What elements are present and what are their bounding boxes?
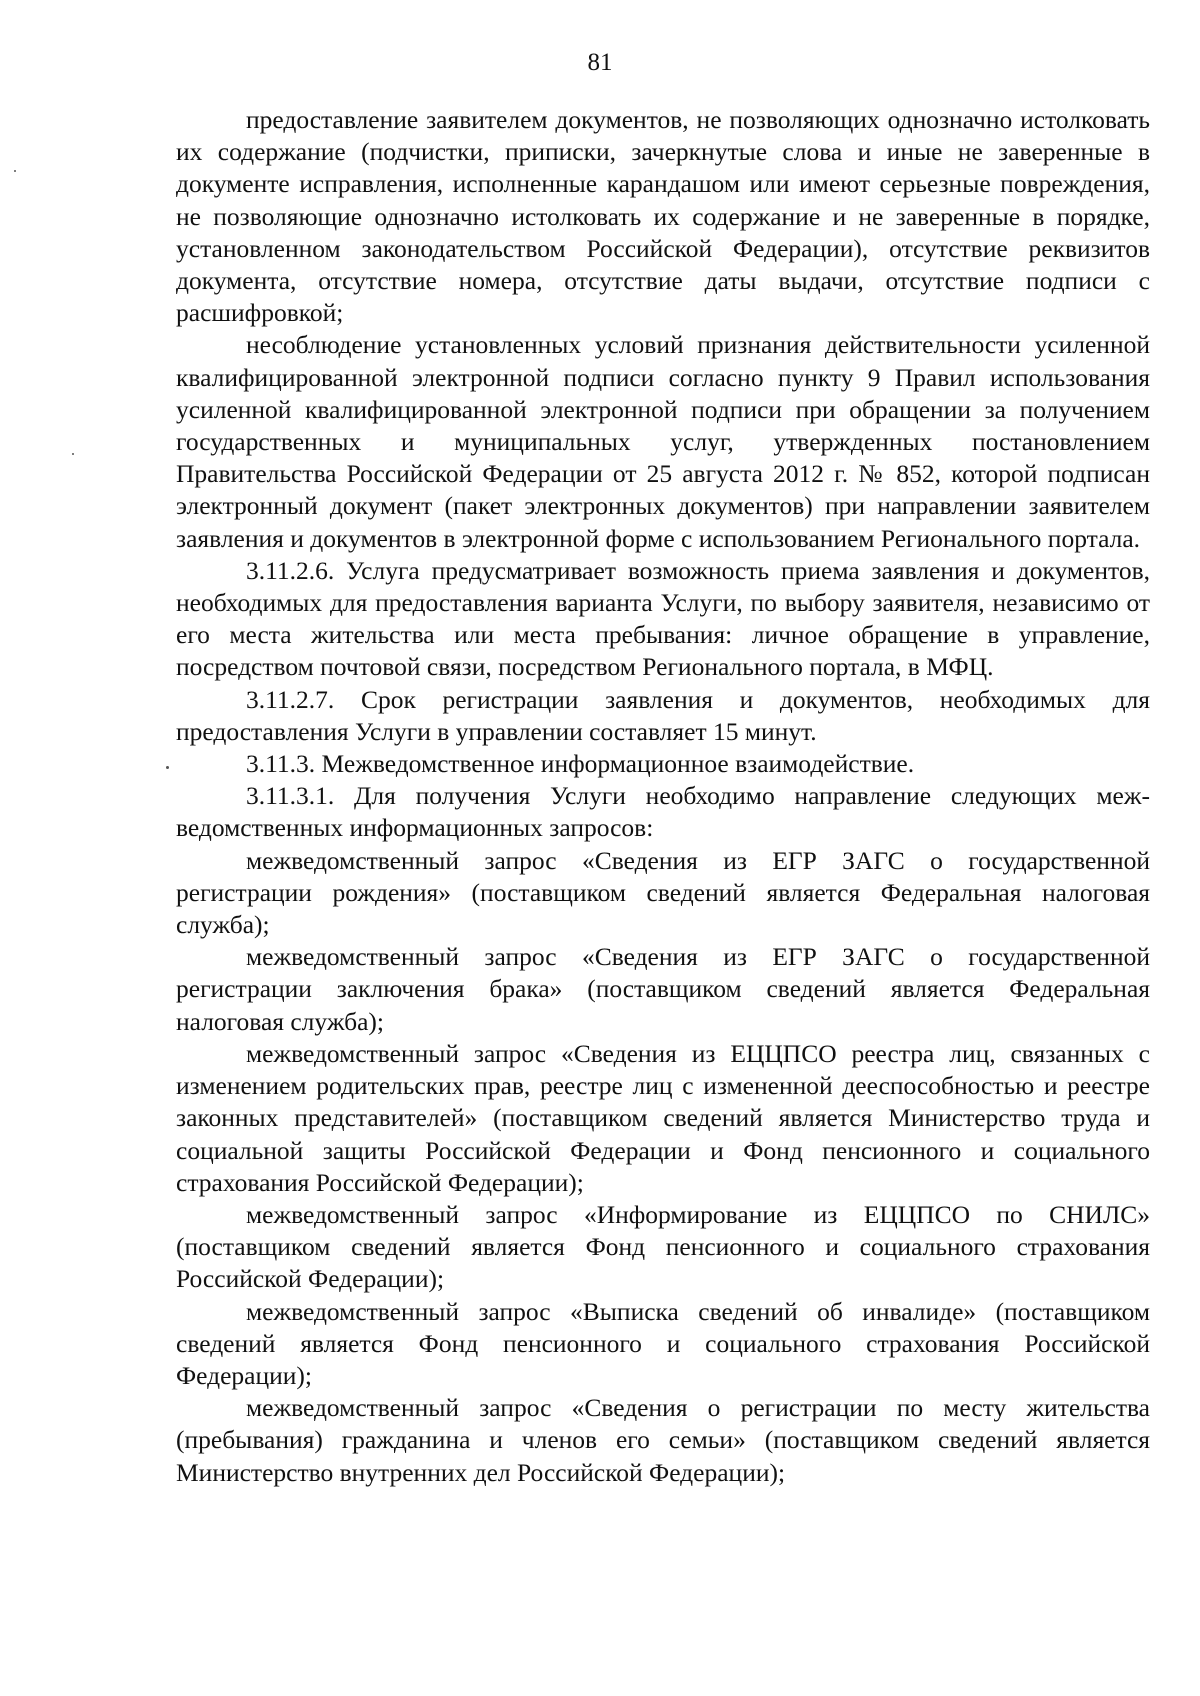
paragraph: межведомственный запрос «Выписка сведений об инвалиде» (поставщиком сведений является Фонд пенсионного и социального страхования Российской Федерации);: [176, 1296, 1150, 1390]
paragraph: межведомственный запрос «Сведения из ЕЦЦПСО реестра лиц, связанных с изменением родительских прав, реестре лиц с измененной дееспособностью и реестре законных представителей» (поставщиком сведений является Министерство труда и социальной защиты Российской Федерации и Фонд пенсионного и социального страхования Российской Федерации);: [176, 1038, 1150, 1197]
paragraph: предоставление заявителем документов, не позволяющих однозначно истолковать их содержание (подчистки, приписки, зачеркнутые слова и иные не заверенные в документе исправления, исполненные карандашом или имеют серьезные повреждения, не позволяющие однозначно истолковать их содержание и не заверенные в порядке, установленном законодательством Российской Федерации), отсутствие реквизитов документа, отсутствие номера, отсутствие даты выдачи, отсутствие подписи с расшифровкой;: [176, 105, 1150, 328]
scan-speck: [14, 170, 16, 172]
paragraph: межведомственный запрос «Сведения из ЕГР ЗАГС о государственной регистрации заключения брака» (поставщиком сведений является Федеральная налоговая служба);: [176, 942, 1150, 1036]
paragraph: 3.11.3.1. Для получения Услуги необходимо направление следующих межведомственных информационных запросов:: [176, 781, 1150, 843]
paragraph: 3.11.3. Межведомственное информационное взаимодействие.: [246, 749, 915, 779]
paragraph: межведомственный запрос «Сведения о регистрации по месту жительства (пребывания) гражданина и членов его семьи» (поставщиком сведений является Министерство внутренних дел Российской Федерации);: [176, 1393, 1150, 1487]
page-number: 81: [587, 49, 613, 76]
paragraph: межведомственный запрос «Информирование из ЕЦЦПСО по СНИЛС» (поставщиком сведений является Фонд пенсионного и социального страхования Российской Федерации);: [176, 1199, 1150, 1294]
paragraph: 3.11.2.7. Срок регистрации заявления и документов, необходимых для предоставления Услуги в управлении составляет 15 минут.: [176, 684, 1150, 746]
document-body: [176, 104, 1150, 1489]
paragraph: межведомственный запрос «Сведения из ЕГР ЗАГС о государственной регистрации рождения» (поставщиком сведений является Федеральная налоговая служба);: [176, 845, 1150, 940]
scan-speck: [72, 453, 74, 455]
scan-speck: [166, 766, 169, 769]
paragraph: несоблюдение установленных условий признания действительности усиленной квалифицированной электронной подписи согласно пункту 9 Правил использования усиленной квалифицированной электронной подписи при обращении за получением государственных и муниципальных услуг, утвержденных постановлением Правительства Российской Федерации от 25 августа 2012 г. № 852, которой подписан электронный документ (пакет электронных документов) при направлении заявителем заявления и документов в электронной форме с использованием Регионального портала.: [176, 330, 1150, 553]
paragraph: 3.11.2.6. Услуга предусматривает возможность приема заявления и документов, необходимых для предоставления варианта Услуги, по выбору заявителя, независимо от его места жительства или места пребывания: личное обращение в управление, посредством почтовой связи, посредством Регионального портала, в МФЦ.: [176, 555, 1150, 682]
